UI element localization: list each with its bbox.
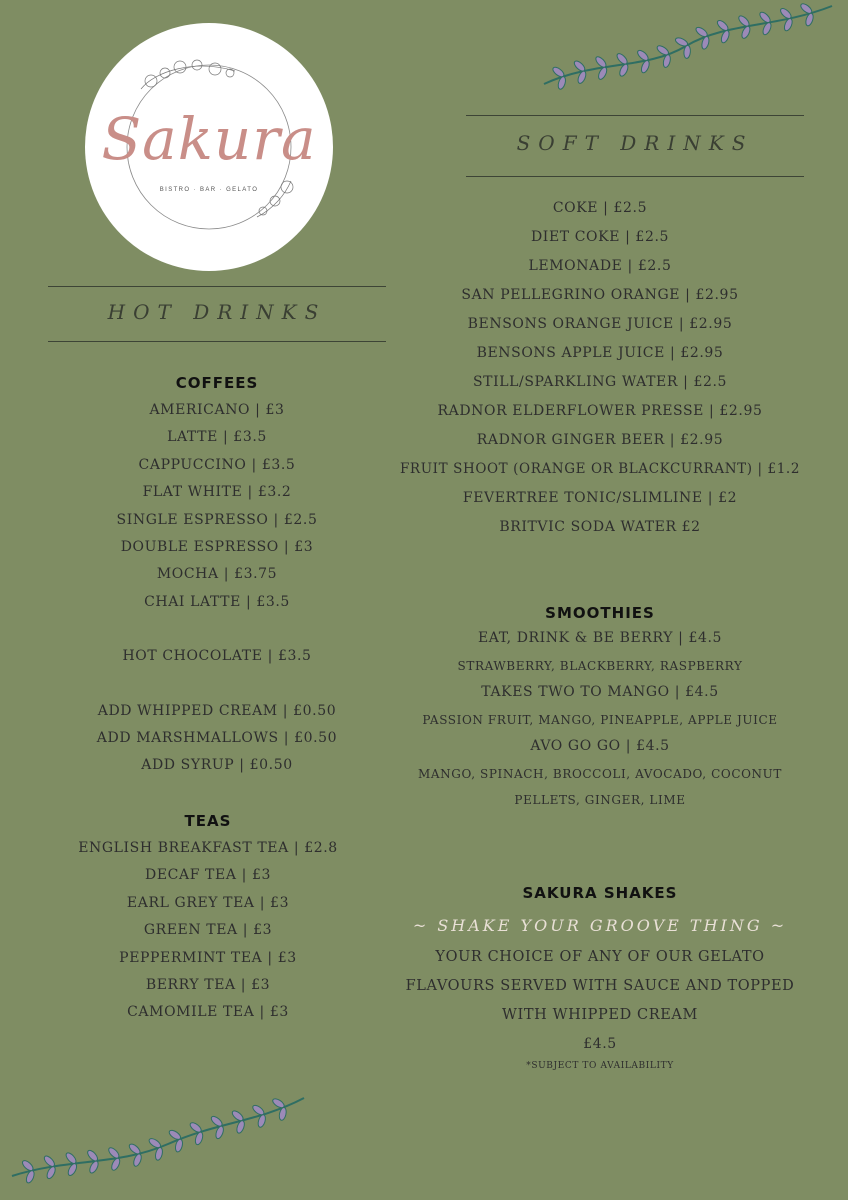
soft-drinks-list bbox=[380, 194, 820, 542]
soft-drinks-heading: SOFT DRINKS bbox=[516, 131, 754, 155]
divider bbox=[466, 115, 804, 116]
menu-item: LATTE | £3.5 bbox=[167, 429, 267, 446]
shakes-tagline: ~ SHAKE YOUR GROOVE THING ~ bbox=[412, 916, 788, 935]
menu-item: ENGLISH BREAKFAST TEA | £2.8 bbox=[78, 840, 338, 856]
shakes-title: SAKURA SHAKES bbox=[522, 884, 678, 902]
menu-item: COKE | £2.5 bbox=[552, 200, 648, 216]
menu-item: BENSONS APPLE JUICE | £2.95 bbox=[476, 345, 724, 361]
menu-item: SAN PELLEGRINO ORANGE | £2.95 bbox=[461, 287, 739, 303]
smoothie-item: AVO GO GO | £4.5 bbox=[530, 738, 670, 754]
shakes-price: £4.5 bbox=[583, 1036, 617, 1052]
shakes-description: YOUR CHOICE OF ANY OF OUR GELATO bbox=[435, 949, 765, 965]
menu-item: FLAT WHITE | £3.2 bbox=[142, 484, 292, 501]
menu-item: SINGLE ESPRESSO | £2.5 bbox=[116, 511, 318, 528]
logo-badge bbox=[85, 23, 333, 271]
coffees-title: COFFEES bbox=[175, 374, 259, 392]
menu-extra: ADD WHIPPED CREAM | £0.50 bbox=[97, 702, 337, 719]
menu-item: DIET COKE | £2.5 bbox=[530, 229, 670, 245]
menu-item-hot-chocolate: HOT CHOCOLATE | £3.5 bbox=[122, 648, 312, 665]
menu-extra: ADD SYRUP | £0.50 bbox=[141, 757, 293, 774]
menu-extra: ADD MARSHMALLOWS | £0.50 bbox=[96, 730, 338, 747]
menu-item: BRITVIC SODA WATER £2 bbox=[499, 519, 701, 535]
divider bbox=[48, 286, 386, 287]
shakes-description: FLAVOURS SERVED WITH SAUCE AND TOPPED bbox=[405, 978, 795, 994]
menu-item: CHAI LATTE | £3.5 bbox=[144, 593, 290, 610]
smoothie-ingredients: PELLETS, GINGER, LIME bbox=[514, 793, 686, 807]
leaf-vine-icon bbox=[536, 0, 840, 92]
menu-item: DOUBLE ESPRESSO | £3 bbox=[120, 539, 314, 556]
shakes-description: WITH WHIPPED CREAM bbox=[502, 1007, 698, 1023]
divider bbox=[466, 176, 804, 177]
teas-section bbox=[48, 812, 368, 1027]
brand-name: Sakura bbox=[101, 105, 317, 173]
menu-item: RADNOR GINGER BEER | £2.95 bbox=[476, 432, 724, 448]
menu-item: AMERICANO | £3 bbox=[149, 402, 285, 418]
smoothie-ingredients: STRAWBERRY, BLACKBERRY, RASPBERRY bbox=[457, 658, 743, 673]
coffees-section bbox=[48, 374, 386, 780]
menu-item: CAMOMILE TEA | £3 bbox=[127, 1004, 289, 1021]
menu-item: PEPPERMINT TEA | £3 bbox=[119, 949, 297, 966]
menu-item: STILL/SPARKLING WATER | £2.5 bbox=[472, 374, 728, 390]
availability-note: *SUBJECT TO AVAILABILITY bbox=[526, 1061, 674, 1071]
smoothie-item: TAKES TWO TO MANGO | £4.5 bbox=[481, 684, 719, 700]
menu-item: BENSONS ORANGE JUICE | £2.95 bbox=[467, 316, 733, 332]
leaf-vine-icon bbox=[8, 1088, 312, 1188]
teas-title: TEAS bbox=[184, 812, 232, 830]
smoothies-title: SMOOTHIES bbox=[545, 604, 655, 622]
menu-item: DECAF TEA | £3 bbox=[145, 867, 271, 884]
menu-item: FRUIT SHOOT (ORANGE OR BLACKCURRANT) | £1.2 bbox=[399, 461, 801, 477]
menu-item: GREEN TEA | £3 bbox=[143, 922, 273, 939]
smoothie-ingredients: PASSION FRUIT, MANGO, PINEAPPLE, APPLE JUICE bbox=[422, 712, 778, 727]
smoothies-section bbox=[400, 604, 800, 814]
hot-drinks-heading: HOT DRINKS bbox=[107, 300, 327, 324]
menu-item: EARL GREY TEA | £3 bbox=[126, 894, 290, 911]
shakes-section bbox=[400, 884, 800, 1071]
menu-item: FEVERTREE TONIC/SLIMLINE | £2 bbox=[462, 490, 738, 506]
menu-item: BERRY TEA | £3 bbox=[145, 977, 271, 994]
menu-item: CAPPUCCINO | £3.5 bbox=[138, 456, 296, 473]
menu-item: MOCHA | £3.75 bbox=[156, 566, 278, 583]
smoothie-item: EAT, DRINK & BE BERRY | £4.5 bbox=[477, 630, 723, 646]
menu-item: RADNOR ELDERFLOWER PRESSE | £2.95 bbox=[437, 403, 763, 419]
menu-item: LEMONADE | £2.5 bbox=[528, 258, 672, 274]
divider bbox=[48, 341, 386, 342]
smoothie-ingredients: MANGO, SPINACH, BROCCOLI, AVOCADO, COCONUT bbox=[418, 766, 782, 781]
brand-tagline: BISTRO · BAR · GELATO bbox=[159, 187, 259, 193]
